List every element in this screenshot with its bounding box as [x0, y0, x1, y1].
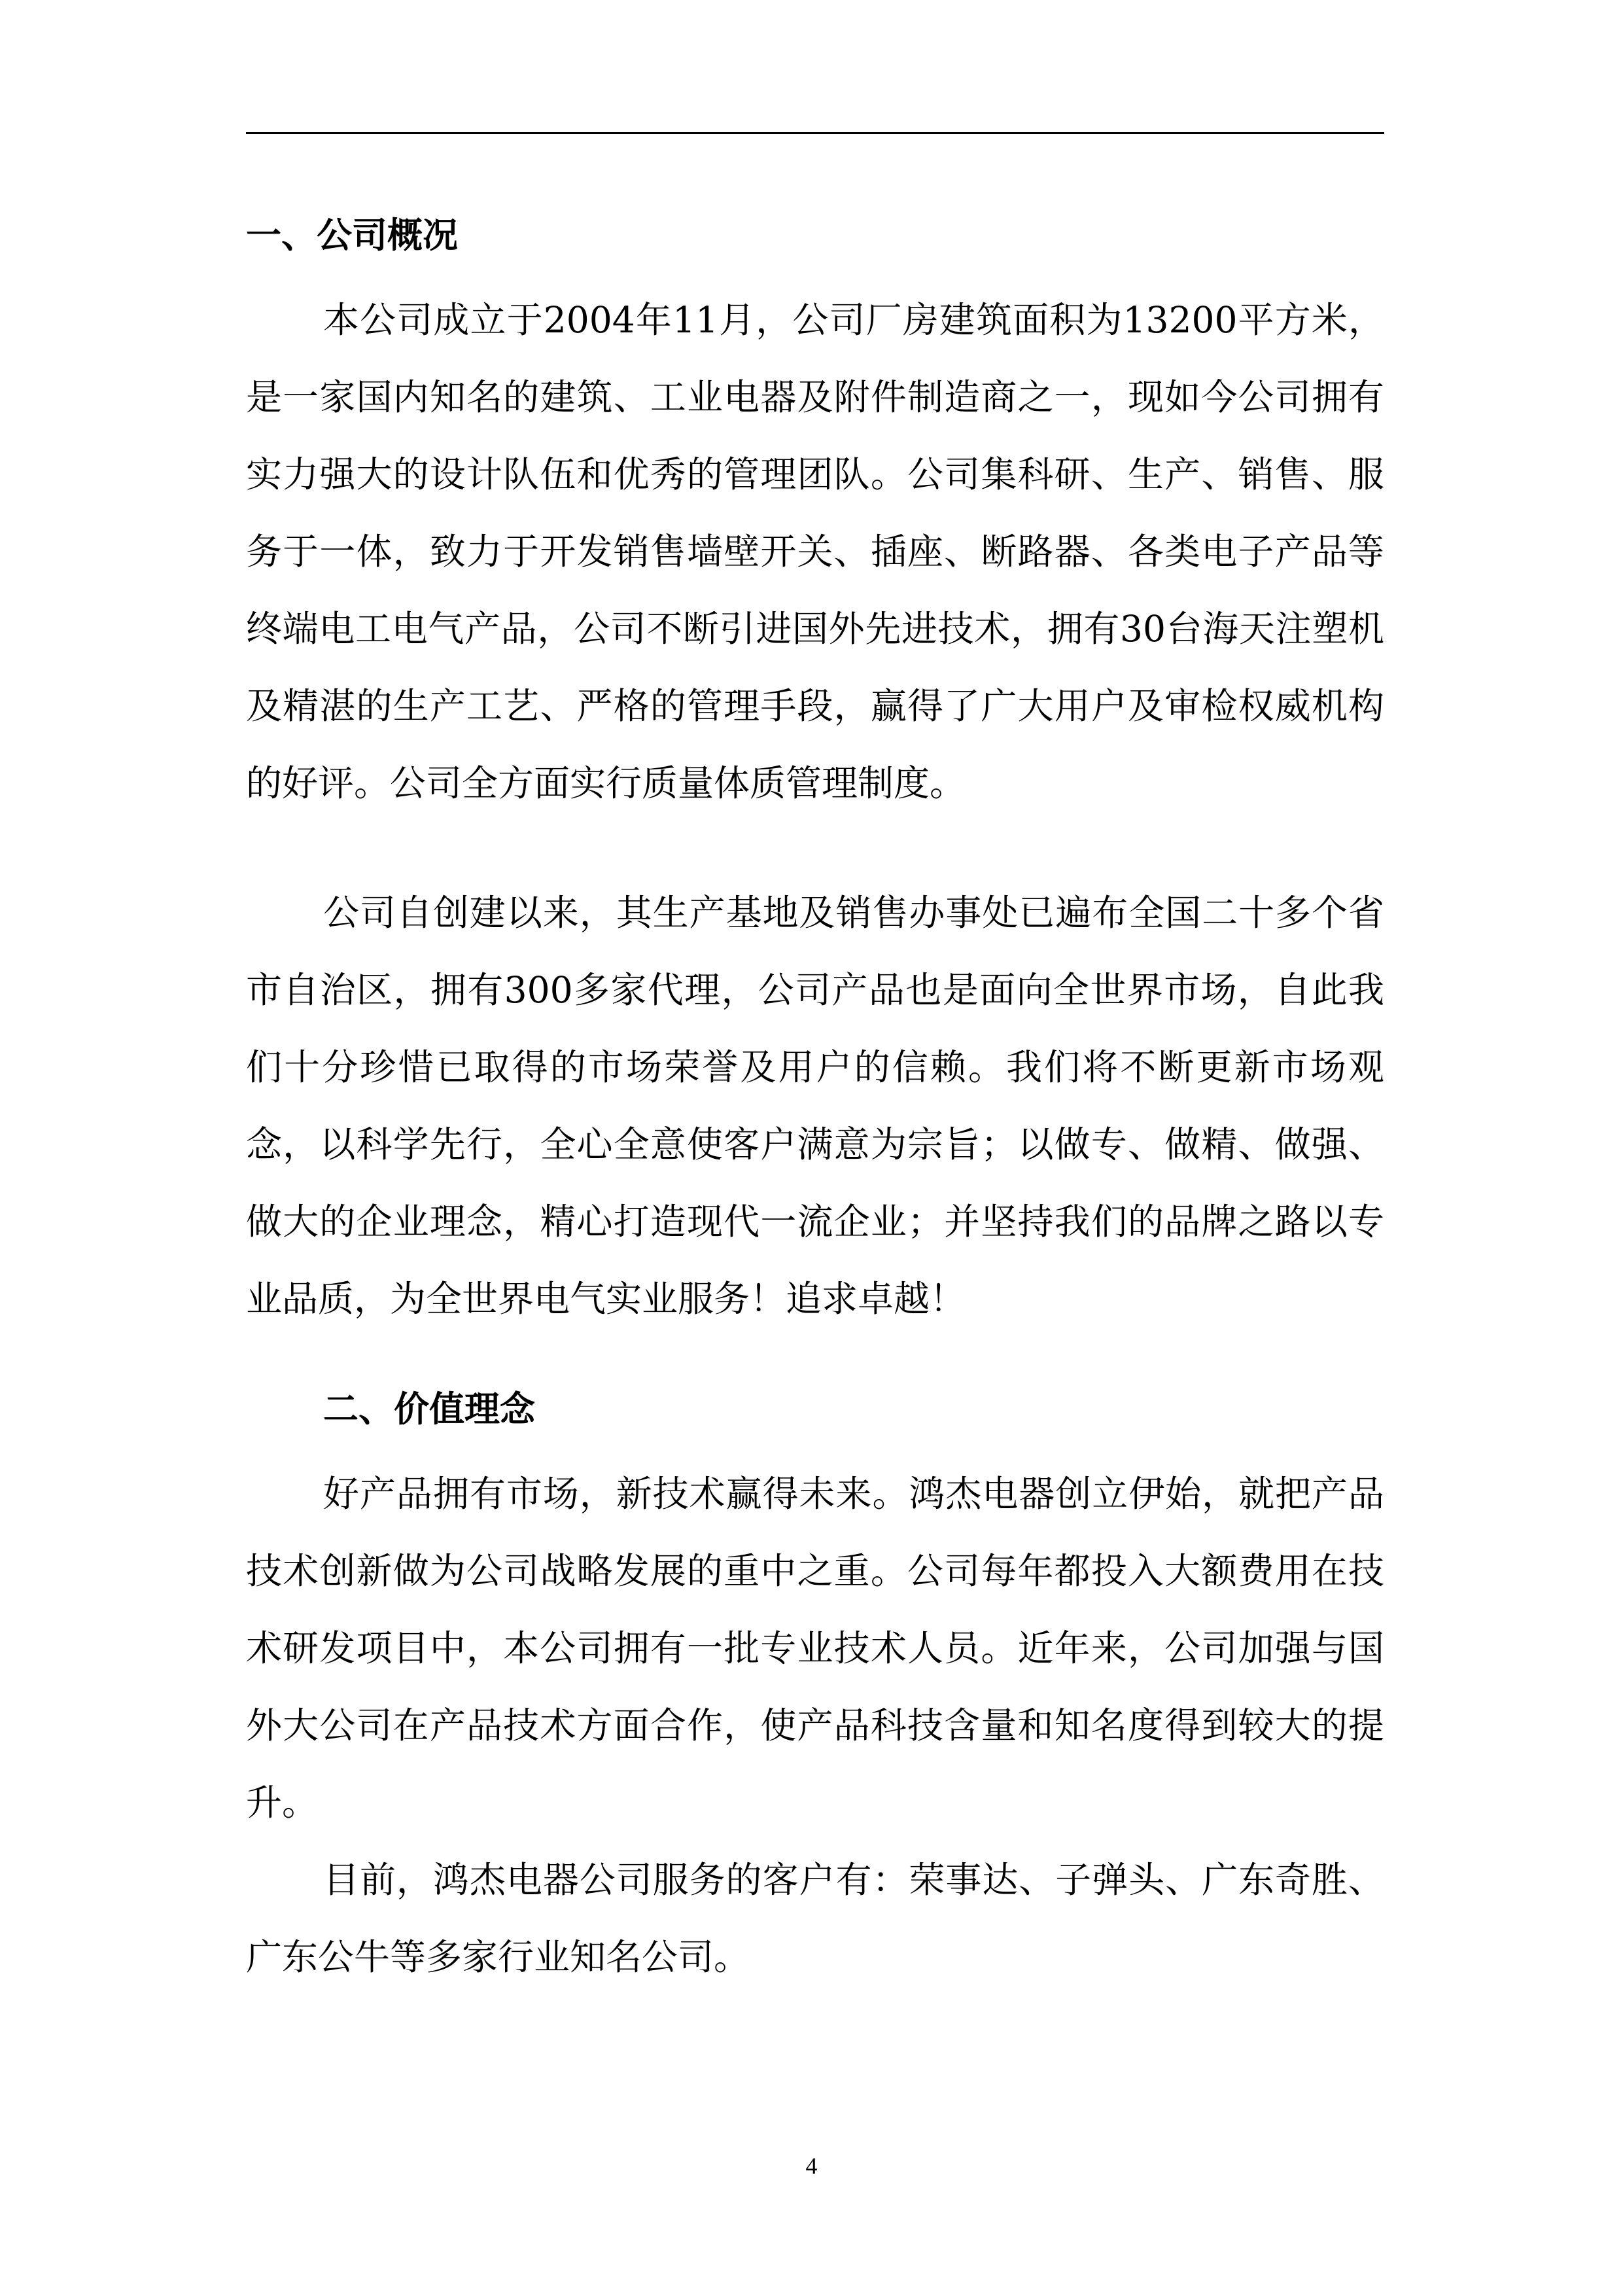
- paragraph-company-overview-1: 本公司成立于2004年11月，公司厂房建筑面积为13200平方米，是一家国内知名的建筑、工业电器及附件制造商之一，现如今公司拥有实力强大的设计队伍和优秀的管理团队。公司集科研、生产、销售、服务于一体，致力于开发销售墙壁开关、插座、断路器、各类电子产品等终端电工电气产品，公司不断引进国外先进技术，拥有30台海天注塑机及精湛的生产工艺、严格的管理手段，赢得了广大用户及审检权威机构的好评。公司全方面实行质量体质管理制度。: [246, 299, 1384, 804]
- paragraph-company-overview-2: 公司自创建以来，其生产基地及销售办事处已遍布全国二十多个省市自治区，拥有300多家代理，公司产品也是面向全世界市场，自此我们十分珍惜已取得的市场荣誉及用户的信赖。我们将不断更新市场观念，以科学先行，全心全意使客户满意为宗旨；以做专、做精、做强、做大的企业理念，精心打造现代一流企业；并坚持我们的品牌之路以专业品质，为全世界电气实业服务！追求卓越！: [246, 892, 1384, 1320]
- paragraph-value-concept-2: 目前，鸿杰电器公司服务的客户有：荣事达、子弹头、广东奇胜、广东公牛等多家行业知名公司。: [246, 1859, 1384, 1978]
- page-content: [246, 190, 1384, 1996]
- paragraph-value-concept-1: 好产品拥有市场，新技术赢得未来。鸿杰电器创立伊始，就把产品技术创新做为公司战略发展的重中之重。公司每年都投入大额费用在技术研发项目中，本公司拥有一批专业技术人员。近年来，公司加强与国外大公司在产品技术方面合作，使产品科技含量和知名度得到较大的提升。: [246, 1473, 1384, 1824]
- section-heading-company-overview: 一、公司概况: [246, 215, 458, 256]
- section-heading-value-concept: 二、价值理念: [323, 1388, 535, 1430]
- header-rule: [246, 132, 1384, 134]
- page-number: 4: [805, 2153, 818, 2179]
